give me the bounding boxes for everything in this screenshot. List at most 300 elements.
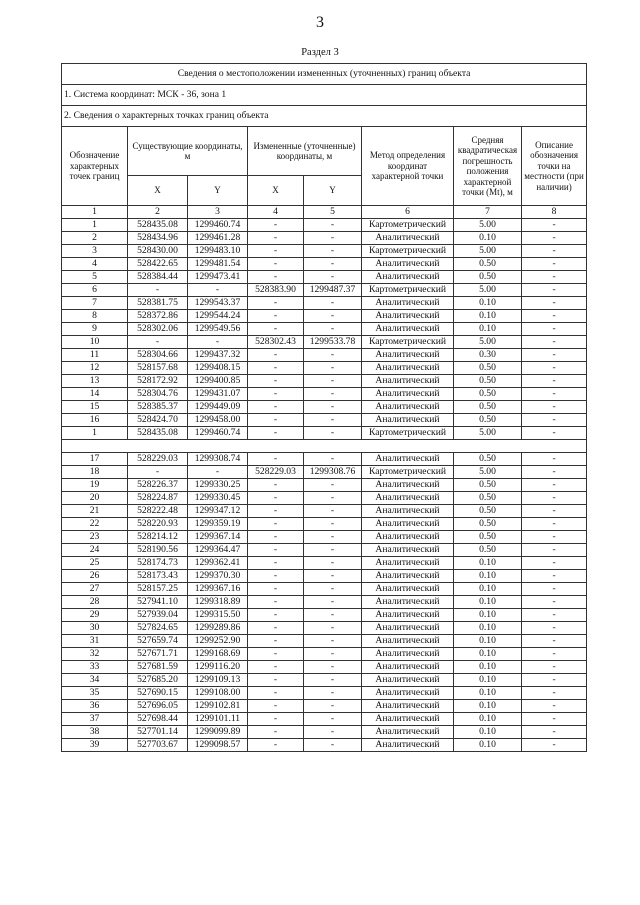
- cell-method: Аналитический: [362, 232, 454, 245]
- table-row: [62, 700, 587, 713]
- cell-changed-x: -: [248, 544, 304, 557]
- cell-existing-x: 528372.86: [128, 310, 188, 323]
- cell-existing-y: 1299544.24: [188, 310, 248, 323]
- cell-existing-x: 527671.71: [128, 648, 188, 661]
- cell-error: 0.10: [454, 713, 522, 726]
- cell-method: Аналитический: [362, 505, 454, 518]
- cell-description: -: [522, 557, 587, 570]
- cell-method: Аналитический: [362, 271, 454, 284]
- cell-changed-y: -: [304, 505, 362, 518]
- coord-system: 1. Система координат: МСК - 36, зона 1: [62, 85, 587, 106]
- cell-existing-y: 1299370.30: [188, 570, 248, 583]
- cell-existing-x: 528224.87: [128, 492, 188, 505]
- cell-method: Картометрический: [362, 336, 454, 349]
- cell-method: Аналитический: [362, 739, 454, 752]
- cell-error: 0.50: [454, 479, 522, 492]
- cell-method: Картометрический: [362, 466, 454, 479]
- cell-method: Аналитический: [362, 349, 454, 362]
- cell-existing-x: 528226.37: [128, 479, 188, 492]
- column-numbers-row: [62, 206, 587, 219]
- cell-point-id: 10: [62, 336, 128, 349]
- cell-description: -: [522, 258, 587, 271]
- cell-method: Аналитический: [362, 531, 454, 544]
- cell-changed-x: -: [248, 245, 304, 258]
- cell-existing-x: 528434.96: [128, 232, 188, 245]
- table-row: [62, 414, 587, 427]
- cell-existing-x: 528381.75: [128, 297, 188, 310]
- cell-error: 0.50: [454, 492, 522, 505]
- cell-changed-x: -: [248, 362, 304, 375]
- cell-description: -: [522, 544, 587, 557]
- table-row: [62, 245, 587, 258]
- cell-existing-y: 1299330.45: [188, 492, 248, 505]
- table-row: [62, 284, 587, 297]
- cell-point-id: 26: [62, 570, 128, 583]
- cell-changed-x: -: [248, 635, 304, 648]
- cell-method: Аналитический: [362, 323, 454, 336]
- cell-existing-y: 1299252.90: [188, 635, 248, 648]
- column-number: 8: [522, 206, 587, 219]
- cell-method: Аналитический: [362, 609, 454, 622]
- cell-method: Аналитический: [362, 375, 454, 388]
- cell-changed-x: -: [248, 531, 304, 544]
- cell-existing-y: 1299364.47: [188, 544, 248, 557]
- cell-method: Аналитический: [362, 726, 454, 739]
- header-description: Описание обозначения точки на местности (при наличии): [522, 127, 587, 206]
- cell-error: 0.10: [454, 310, 522, 323]
- cell-changed-y: -: [304, 739, 362, 752]
- cell-description: -: [522, 596, 587, 609]
- cell-changed-y: 1299308.76: [304, 466, 362, 479]
- cell-method: Аналитический: [362, 648, 454, 661]
- cell-description: -: [522, 349, 587, 362]
- cell-point-id: 24: [62, 544, 128, 557]
- cell-point-id: 3: [62, 245, 128, 258]
- cell-error: 0.50: [454, 414, 522, 427]
- cell-changed-x: -: [248, 648, 304, 661]
- table-row: [62, 596, 587, 609]
- cell-point-id: 36: [62, 700, 128, 713]
- cell-description: -: [522, 648, 587, 661]
- cell-changed-x: -: [248, 570, 304, 583]
- cell-existing-x: -: [128, 284, 188, 297]
- cell-point-id: 6: [62, 284, 128, 297]
- cell-changed-y: -: [304, 492, 362, 505]
- cell-point-id: 32: [62, 648, 128, 661]
- cell-existing-y: 1299102.81: [188, 700, 248, 713]
- separator-row: [62, 440, 587, 453]
- table-row: [62, 336, 587, 349]
- cell-method: Аналитический: [362, 401, 454, 414]
- cell-changed-y: -: [304, 635, 362, 648]
- cell-error: 0.50: [454, 518, 522, 531]
- column-number: 2: [128, 206, 188, 219]
- cell-method: Аналитический: [362, 479, 454, 492]
- cell-method: Аналитический: [362, 557, 454, 570]
- cell-changed-x: -: [248, 401, 304, 414]
- cell-description: -: [522, 492, 587, 505]
- cell-existing-y: 1299098.57: [188, 739, 248, 752]
- header-designation: Обозначение характерных точек границ: [62, 127, 128, 206]
- cell-point-id: 17: [62, 453, 128, 466]
- cell-point-id: 1: [62, 219, 128, 232]
- cell-error: 0.30: [454, 349, 522, 362]
- cell-method: Аналитический: [362, 700, 454, 713]
- cell-existing-x: 528173.43: [128, 570, 188, 583]
- cell-point-id: 1: [62, 427, 128, 440]
- cell-existing-y: 1299116.20: [188, 661, 248, 674]
- table-row: [62, 401, 587, 414]
- cell-existing-y: 1299308.74: [188, 453, 248, 466]
- cell-description: -: [522, 297, 587, 310]
- header-existing: Существующие координаты, м: [128, 127, 248, 176]
- cell-changed-y: -: [304, 726, 362, 739]
- cell-existing-x: 528424.70: [128, 414, 188, 427]
- cell-error: 0.50: [454, 401, 522, 414]
- cell-existing-x: 527824.65: [128, 622, 188, 635]
- cell-point-id: 29: [62, 609, 128, 622]
- cell-description: -: [522, 674, 587, 687]
- cell-method: Аналитический: [362, 713, 454, 726]
- separator-cell: [62, 440, 587, 453]
- cell-existing-x: -: [128, 466, 188, 479]
- cell-existing-x: 527703.67: [128, 739, 188, 752]
- cell-point-id: 12: [62, 362, 128, 375]
- table-title: Сведения о местоположении измененных (уточненных) границ объекта: [62, 64, 587, 85]
- cell-changed-x: -: [248, 492, 304, 505]
- cell-point-id: 4: [62, 258, 128, 271]
- cell-existing-x: 527701.14: [128, 726, 188, 739]
- cell-description: -: [522, 661, 587, 674]
- table-row: [62, 219, 587, 232]
- cell-method: Картометрический: [362, 245, 454, 258]
- cell-changed-x: -: [248, 687, 304, 700]
- cell-existing-x: 527698.44: [128, 713, 188, 726]
- cell-changed-y: -: [304, 570, 362, 583]
- cell-changed-y: -: [304, 388, 362, 401]
- cell-existing-x: 528172.92: [128, 375, 188, 388]
- cell-point-id: 34: [62, 674, 128, 687]
- cell-existing-y: 1299483.10: [188, 245, 248, 258]
- cell-point-id: 38: [62, 726, 128, 739]
- cell-existing-y: 1299437.32: [188, 349, 248, 362]
- cell-existing-x: 528157.25: [128, 583, 188, 596]
- cell-error: 0.10: [454, 570, 522, 583]
- table-row: [62, 297, 587, 310]
- table-row: [62, 544, 587, 557]
- cell-description: -: [522, 700, 587, 713]
- cell-error: 0.10: [454, 596, 522, 609]
- table-row: [62, 492, 587, 505]
- cell-error: 0.10: [454, 232, 522, 245]
- cell-description: -: [522, 466, 587, 479]
- cell-changed-y: -: [304, 271, 362, 284]
- cell-existing-x: 528435.08: [128, 427, 188, 440]
- cell-existing-y: 1299330.25: [188, 479, 248, 492]
- table-row: [62, 622, 587, 635]
- cell-changed-x: -: [248, 739, 304, 752]
- cell-description: -: [522, 271, 587, 284]
- cell-changed-x: -: [248, 700, 304, 713]
- cell-changed-x: 528302.43: [248, 336, 304, 349]
- cell-changed-y: -: [304, 687, 362, 700]
- cell-point-id: 5: [62, 271, 128, 284]
- cell-method: Аналитический: [362, 453, 454, 466]
- cell-changed-y: -: [304, 531, 362, 544]
- header-changed-y: Y: [304, 176, 362, 206]
- cell-existing-y: -: [188, 284, 248, 297]
- cell-existing-y: -: [188, 466, 248, 479]
- cell-changed-y: 1299533.78: [304, 336, 362, 349]
- cell-existing-x: 528435.08: [128, 219, 188, 232]
- cell-changed-x: -: [248, 271, 304, 284]
- cell-changed-x: -: [248, 583, 304, 596]
- cell-changed-y: -: [304, 401, 362, 414]
- cell-error: 0.10: [454, 739, 522, 752]
- cell-error: 5.00: [454, 219, 522, 232]
- cell-existing-y: -: [188, 336, 248, 349]
- cell-existing-x: 527696.05: [128, 700, 188, 713]
- cell-error: 5.00: [454, 466, 522, 479]
- cell-existing-y: 1299458.00: [188, 414, 248, 427]
- cell-point-id: 2: [62, 232, 128, 245]
- cell-point-id: 20: [62, 492, 128, 505]
- cell-existing-x: 528385.37: [128, 401, 188, 414]
- cell-point-id: 30: [62, 622, 128, 635]
- cell-description: -: [522, 583, 587, 596]
- cell-existing-y: 1299461.28: [188, 232, 248, 245]
- cell-description: -: [522, 284, 587, 297]
- cell-changed-x: -: [248, 726, 304, 739]
- cell-description: -: [522, 518, 587, 531]
- cell-error: 0.50: [454, 362, 522, 375]
- header-changed-x: X: [248, 176, 304, 206]
- cell-changed-x: -: [248, 596, 304, 609]
- cell-method: Аналитический: [362, 362, 454, 375]
- table-row: [62, 362, 587, 375]
- cell-existing-x: 527939.04: [128, 609, 188, 622]
- points-caption: 2. Сведения о характерных точках границ объекта: [62, 106, 587, 127]
- table-row: [62, 570, 587, 583]
- cell-existing-x: 528304.76: [128, 388, 188, 401]
- cell-point-id: 15: [62, 401, 128, 414]
- cell-existing-y: 1299108.00: [188, 687, 248, 700]
- table-row: [62, 466, 587, 479]
- cell-changed-y: -: [304, 674, 362, 687]
- table-row: [62, 661, 587, 674]
- cell-error: 5.00: [454, 336, 522, 349]
- cell-description: -: [522, 245, 587, 258]
- cell-error: 0.10: [454, 297, 522, 310]
- cell-changed-y: -: [304, 583, 362, 596]
- cell-changed-x: -: [248, 232, 304, 245]
- cell-existing-x: 528157.68: [128, 362, 188, 375]
- cell-changed-x: -: [248, 479, 304, 492]
- table-row: [62, 674, 587, 687]
- cell-error: 0.50: [454, 544, 522, 557]
- cell-error: 0.50: [454, 531, 522, 544]
- column-number: 5: [304, 206, 362, 219]
- table-row: [62, 687, 587, 700]
- cell-point-id: 9: [62, 323, 128, 336]
- table-row: [62, 635, 587, 648]
- cell-existing-x: 528384.44: [128, 271, 188, 284]
- cell-existing-x: 527690.15: [128, 687, 188, 700]
- cell-error: 0.50: [454, 271, 522, 284]
- cell-method: Аналитический: [362, 297, 454, 310]
- cell-changed-y: -: [304, 557, 362, 570]
- column-number: 7: [454, 206, 522, 219]
- table-row: [62, 557, 587, 570]
- table-row: [62, 388, 587, 401]
- cell-existing-x: 528222.48: [128, 505, 188, 518]
- cell-changed-y: -: [304, 414, 362, 427]
- cell-existing-y: 1299431.07: [188, 388, 248, 401]
- cell-error: 0.10: [454, 323, 522, 336]
- header-error: Средняя квадратическая погрешность положения характерной точки (Mt), м: [454, 127, 522, 206]
- cell-method: Аналитический: [362, 414, 454, 427]
- cell-method: Аналитический: [362, 492, 454, 505]
- cell-changed-y: 1299487.37: [304, 284, 362, 297]
- table-row: [62, 258, 587, 271]
- table-row: [62, 323, 587, 336]
- cell-existing-y: 1299289.86: [188, 622, 248, 635]
- cell-existing-y: 1299473.41: [188, 271, 248, 284]
- cell-existing-y: 1299400.85: [188, 375, 248, 388]
- cell-method: Аналитический: [362, 687, 454, 700]
- cell-existing-x: 528229.03: [128, 453, 188, 466]
- cell-changed-y: -: [304, 713, 362, 726]
- cell-changed-x: -: [248, 375, 304, 388]
- cell-changed-x: 528383.90: [248, 284, 304, 297]
- cell-existing-y: 1299408.15: [188, 362, 248, 375]
- cell-description: -: [522, 479, 587, 492]
- cell-point-id: 35: [62, 687, 128, 700]
- cell-changed-x: -: [248, 219, 304, 232]
- cell-changed-x: -: [248, 323, 304, 336]
- cell-changed-x: -: [248, 453, 304, 466]
- cell-changed-x: -: [248, 609, 304, 622]
- cell-error: 0.50: [454, 258, 522, 271]
- cell-description: -: [522, 375, 587, 388]
- cell-description: -: [522, 401, 587, 414]
- cell-method: Аналитический: [362, 661, 454, 674]
- cell-existing-x: 527685.20: [128, 674, 188, 687]
- cell-existing-y: 1299109.13: [188, 674, 248, 687]
- cell-existing-x: 528422.65: [128, 258, 188, 271]
- cell-error: 0.50: [454, 453, 522, 466]
- table-row: [62, 310, 587, 323]
- cell-changed-x: -: [248, 557, 304, 570]
- cell-changed-x: -: [248, 674, 304, 687]
- cell-point-id: 31: [62, 635, 128, 648]
- cell-method: Аналитический: [362, 388, 454, 401]
- cell-existing-y: 1299318.89: [188, 596, 248, 609]
- cell-error: 0.10: [454, 648, 522, 661]
- header-method: Метод определения координат характерной точки: [362, 127, 454, 206]
- cell-existing-x: 528174.73: [128, 557, 188, 570]
- table-row: [62, 713, 587, 726]
- cell-changed-y: -: [304, 479, 362, 492]
- column-number: 1: [62, 206, 128, 219]
- cell-changed-y: -: [304, 245, 362, 258]
- cell-changed-y: -: [304, 622, 362, 635]
- cell-existing-y: 1299367.14: [188, 531, 248, 544]
- cell-changed-y: -: [304, 609, 362, 622]
- cell-existing-y: 1299549.56: [188, 323, 248, 336]
- cell-error: 0.10: [454, 674, 522, 687]
- cell-changed-x: -: [248, 661, 304, 674]
- cell-existing-x: 527659.74: [128, 635, 188, 648]
- cell-description: -: [522, 323, 587, 336]
- cell-existing-x: 527681.59: [128, 661, 188, 674]
- cell-method: Аналитический: [362, 544, 454, 557]
- column-number: 6: [362, 206, 454, 219]
- cell-description: -: [522, 739, 587, 752]
- cell-error: 0.10: [454, 635, 522, 648]
- table-row: [62, 609, 587, 622]
- cell-point-id: 27: [62, 583, 128, 596]
- cell-error: 5.00: [454, 284, 522, 297]
- cell-changed-y: -: [304, 453, 362, 466]
- table-body: [62, 64, 587, 752]
- cell-description: -: [522, 362, 587, 375]
- cell-description: -: [522, 336, 587, 349]
- cell-error: 0.10: [454, 557, 522, 570]
- cell-existing-x: 528302.06: [128, 323, 188, 336]
- cell-changed-y: -: [304, 518, 362, 531]
- cell-description: -: [522, 713, 587, 726]
- cell-description: -: [522, 531, 587, 544]
- cell-changed-x: -: [248, 505, 304, 518]
- header-existing-y: Y: [188, 176, 248, 206]
- cell-description: -: [522, 622, 587, 635]
- cell-error: 0.10: [454, 622, 522, 635]
- cell-point-id: 8: [62, 310, 128, 323]
- cell-existing-y: 1299460.74: [188, 219, 248, 232]
- cell-method: Картометрический: [362, 427, 454, 440]
- cell-method: Аналитический: [362, 583, 454, 596]
- cell-changed-x: -: [248, 388, 304, 401]
- cell-description: -: [522, 453, 587, 466]
- cell-existing-y: 1299347.12: [188, 505, 248, 518]
- cell-existing-y: 1299359.19: [188, 518, 248, 531]
- cell-error: 0.50: [454, 375, 522, 388]
- cell-existing-y: 1299101.11: [188, 713, 248, 726]
- cell-method: Аналитический: [362, 635, 454, 648]
- cell-point-id: 33: [62, 661, 128, 674]
- column-number: 4: [248, 206, 304, 219]
- cell-changed-x: -: [248, 713, 304, 726]
- cell-point-id: 18: [62, 466, 128, 479]
- table-row: [62, 583, 587, 596]
- cell-existing-x: 528214.12: [128, 531, 188, 544]
- cell-existing-y: 1299168.69: [188, 648, 248, 661]
- cell-changed-y: -: [304, 544, 362, 557]
- cell-existing-y: 1299099.89: [188, 726, 248, 739]
- cell-changed-y: -: [304, 648, 362, 661]
- cell-description: -: [522, 687, 587, 700]
- cell-error: 0.10: [454, 687, 522, 700]
- cell-changed-x: -: [248, 310, 304, 323]
- page-number: 3: [316, 14, 324, 31]
- table-row: [62, 726, 587, 739]
- cell-changed-x: -: [248, 349, 304, 362]
- cell-method: Аналитический: [362, 674, 454, 687]
- cell-method: Аналитический: [362, 518, 454, 531]
- cell-changed-x: 528229.03: [248, 466, 304, 479]
- table-row: [62, 232, 587, 245]
